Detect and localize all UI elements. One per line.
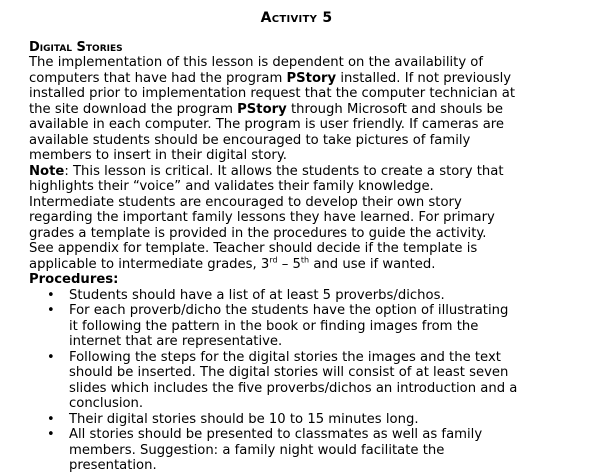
procedure-text: it following the pattern in the book or finding images from the [69, 318, 479, 334]
intro-line [29, 117, 589, 133]
note-text: – 5 [277, 256, 301, 272]
note-text: highlights their “voice” and validates their family knowledge. [29, 179, 434, 194]
note-line [29, 195, 589, 211]
note-text: regarding the important family lessons they have learned. For primary [29, 210, 495, 225]
note-text: See appendix for template. Teacher should decide if the template is [29, 241, 478, 256]
procedures-list [29, 288, 589, 474]
ordinal-superscript: rd [269, 255, 278, 265]
procedure-text: slides which includes the five proverbs/dichos an introduction and a [69, 380, 518, 396]
bullet-icon: • [47, 427, 55, 442]
procedure-text: Students should have a list of at least 5 proverbs/dichos. [69, 287, 445, 303]
procedure-item [29, 427, 589, 474]
procedure-item [29, 288, 589, 304]
intro-text: the site download the program [29, 101, 238, 117]
note-text: applicable to intermediate grades, 3 [29, 256, 270, 272]
intro-line [29, 55, 589, 71]
intro-line [29, 133, 589, 149]
procedure-text: members. Suggestion: a family night would facilitate the [69, 442, 445, 458]
bullet-icon: • [47, 287, 55, 303]
note-line [29, 179, 589, 195]
note-text: grades a template is provided in the procedures to guide the activity. [29, 225, 487, 241]
note-line [29, 226, 589, 242]
intro-line [29, 148, 589, 164]
procedure-text: internet that are representative. [69, 334, 283, 349]
note-line [29, 164, 589, 180]
note-text: and use if wanted. [309, 256, 436, 272]
intro-text: available in each computer. The program is user friendly. If cameras are [29, 117, 505, 132]
intro-line [29, 71, 589, 87]
procedure-text: For each proverb/dicho the students have the option of illustrating [69, 303, 509, 318]
intro-text: installed prior to implementation request that the computer technician at [29, 86, 516, 101]
program-name: PStory [286, 70, 337, 86]
procedures-heading: Procedures: [29, 272, 119, 287]
intro-text: available students should be encouraged to take pictures of family [29, 132, 471, 148]
procedure-item [29, 350, 589, 412]
procedure-text: conclusion. [69, 396, 144, 411]
intro-text: The implementation of this lesson is dependent on the availability of [29, 55, 484, 70]
intro-line [29, 102, 589, 118]
note-label: Note [29, 163, 65, 179]
document-body [29, 55, 589, 474]
note-text: : This lesson is critical. It allows the students to create a story that [64, 163, 504, 179]
procedure-text: should be inserted. The digital stories will consist of at least seven [69, 365, 509, 380]
bullet-icon: • [47, 411, 55, 427]
note-line [29, 257, 589, 273]
program-name: PStory [237, 101, 287, 117]
procedure-text: Following the steps for the digital stories the images and the text [69, 349, 501, 365]
note-paragraph [29, 164, 589, 273]
ordinal-superscript: th [300, 255, 310, 265]
procedure-text: All stories should be presented to classmates as well as family [69, 427, 483, 442]
intro-text: through Microsoft and shouls be [286, 101, 504, 117]
note-line [29, 210, 589, 226]
procedure-text: Their digital stories should be 10 to 15 minutes long. [69, 411, 419, 427]
intro-text: members to insert in their digital story. [29, 148, 287, 163]
intro-text: installed. If not previously [336, 70, 512, 86]
activity-title: Activity 5 [260, 10, 333, 26]
bullet-icon: • [47, 349, 55, 365]
procedure-text: presentation. [69, 458, 157, 473]
note-text: Intermediate students are encouraged to develop their own story [29, 194, 462, 210]
intro-paragraph [29, 55, 589, 164]
intro-text: computers that have had the program [29, 70, 287, 86]
section-heading: Digital Stories [29, 40, 123, 55]
intro-line [29, 86, 589, 102]
bullet-icon: • [47, 303, 55, 318]
procedure-item [29, 412, 589, 428]
procedure-item [29, 303, 589, 350]
